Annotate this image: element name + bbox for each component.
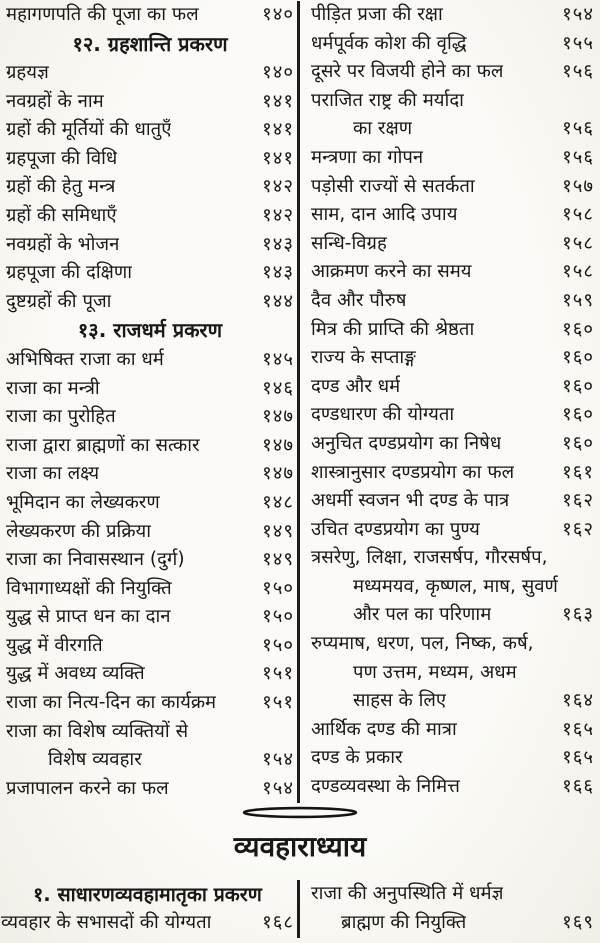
toc-row xyxy=(6,575,294,604)
entry-page-number: १५६ xyxy=(562,146,594,168)
entry-title: आर्थिक दण्ड की मात्रा xyxy=(311,718,457,740)
toc-row xyxy=(311,144,594,173)
entry-page-number: १४७ xyxy=(262,406,294,428)
entry-title: युद्ध में वीरगति xyxy=(6,634,103,656)
entry-title: राजा का मन्त्री xyxy=(6,377,100,399)
toc-row xyxy=(6,346,294,375)
entry-page-number: १४७ xyxy=(262,463,294,485)
toc-row xyxy=(311,173,594,202)
entry-page-number: १४४ xyxy=(262,290,294,312)
toc-row xyxy=(6,288,294,317)
entry-title: दूसरे पर विजयी होने का फल xyxy=(311,61,504,83)
entry-page-number: १५४ xyxy=(262,749,294,771)
entry-title: साम, दान आदि उपाय xyxy=(311,204,458,226)
entry-title: शास्त्रानुसार दण्डप्रयोग का फल xyxy=(311,461,515,483)
entry-page-number: १४१ xyxy=(262,147,294,169)
toc-row xyxy=(6,775,294,804)
entry-title: राजा की अनुपस्थिति में धर्मज्ञ xyxy=(311,883,504,905)
entry-title: ब्राह्मण की नियुक्ति xyxy=(341,912,467,934)
toc-row xyxy=(6,231,294,260)
entry-page-number: १४८ xyxy=(262,491,294,513)
entry-title: त्रसरेणु, लिक्षा, राजसर्षप, गौरसर्षप, xyxy=(311,547,548,569)
chapter-title: व्यवहाराध्याय xyxy=(233,830,367,864)
entry-title: राजा द्वारा ब्राह्मणों का सत्कार xyxy=(6,434,200,456)
toc-row xyxy=(6,202,294,231)
toc-section-heading: १३. राजधर्म प्रकरण xyxy=(77,318,223,343)
entry-page-number: १६३ xyxy=(562,604,594,626)
entry-page-number: १६६ xyxy=(562,776,594,798)
entry-page-number: १५१ xyxy=(262,692,294,714)
toc-row xyxy=(6,603,294,632)
toc-row xyxy=(6,1,294,30)
bottom-left-column xyxy=(0,880,297,938)
toc-left-column xyxy=(0,1,297,803)
toc-row xyxy=(6,546,294,575)
entry-page-number: १५५ xyxy=(562,32,594,54)
entry-title: अनुचित दण्डप्रयोग का निषेध xyxy=(311,432,502,454)
toc-row xyxy=(6,460,294,489)
entry-page-number: १४६ xyxy=(262,377,294,399)
entry-title: रुप्यमाष, धरण, पल, निष्क, कर्ष, xyxy=(311,633,534,655)
toc-row xyxy=(311,573,594,602)
entry-page-number: १४९ xyxy=(262,520,294,542)
entry-title: पीड़ित प्रजा की रक्षा xyxy=(311,4,443,25)
entry-page-number: १५६ xyxy=(562,118,594,140)
toc-row xyxy=(311,659,594,688)
entry-title: पड़ोसी राज्यों से सतर्कता xyxy=(311,175,475,197)
entry-title: दैव और पौरुष xyxy=(311,289,407,311)
entry-page-number: १६४ xyxy=(562,690,594,712)
entry-title: ग्रहों की समिधाएँ xyxy=(6,205,117,227)
entry-title: सन्धि-विग्रह xyxy=(311,232,387,254)
entry-title: राजा का पुरोहित xyxy=(6,406,116,428)
entry-page-number: १४० xyxy=(262,4,294,25)
entry-title: ग्रहपूजा की विधि xyxy=(6,147,118,169)
toc-row xyxy=(6,432,294,461)
entry-title: आक्रमण करने का समय xyxy=(311,261,472,283)
toc-row xyxy=(6,259,294,288)
entry-page-number: १५० xyxy=(262,634,294,656)
toc-row xyxy=(311,773,594,802)
entry-page-number: १५६ xyxy=(562,61,594,83)
toc-row xyxy=(311,115,594,144)
entry-title: ग्रहों की मूर्तियों की धातुएँ xyxy=(6,119,172,141)
entry-page-number: १४१ xyxy=(262,90,294,112)
entry-page-number: १६० xyxy=(562,432,594,454)
toc-row xyxy=(311,58,594,87)
toc-row xyxy=(6,518,294,547)
entry-title: युद्ध से प्राप्त धन का दान xyxy=(6,606,171,628)
toc-row xyxy=(6,145,294,174)
entry-title: दण्ड और धर्म xyxy=(311,375,401,397)
toc-row xyxy=(311,687,594,716)
toc-row xyxy=(311,401,594,430)
toc-row xyxy=(311,544,594,573)
entry-title: प्रजापालन करने का फल xyxy=(6,777,169,799)
entry-title: ग्रहयज्ञ xyxy=(6,62,49,84)
entry-title: लेख्यकरण की प्रक्रिया xyxy=(6,520,152,542)
toc-row xyxy=(311,258,594,287)
toc-row xyxy=(6,489,294,518)
entry-title: का रक्षण xyxy=(353,118,413,140)
entry-page-number: १५८ xyxy=(562,232,594,254)
toc-row xyxy=(311,909,594,938)
entry-page-number: १५० xyxy=(262,606,294,628)
entry-title: ग्रहों की हेतु मन्त्र xyxy=(6,176,116,198)
toc-right-column xyxy=(297,1,600,803)
entry-title: मित्र की प्राप्ति की श्रेष्ठता xyxy=(311,318,475,340)
entry-title: पराजित राष्ट्र की मर्यादा xyxy=(311,89,464,111)
toc-row xyxy=(6,375,294,404)
entry-title: ग्रहपूजा की दक्षिणा xyxy=(6,262,133,284)
entry-page-number: १६५ xyxy=(562,718,594,740)
entry-page-number: १६० xyxy=(562,375,594,397)
entry-page-number: १४१ xyxy=(262,119,294,141)
lens-divider-icon xyxy=(241,805,359,820)
toc-row xyxy=(311,230,594,259)
toc-section-heading: १२. ग्रहशान्ति प्रकरण xyxy=(72,31,228,56)
entry-title: नवग्रहों के भोजन xyxy=(6,233,120,255)
entry-page-number: १५१ xyxy=(262,663,294,685)
entry-title: राजा का विशेष व्यक्तियों से xyxy=(6,720,189,742)
entry-page-number: १६८ xyxy=(262,912,294,934)
toc-row xyxy=(311,880,594,909)
entry-title: विभागाध्यक्षों की नियुक्ति xyxy=(6,577,172,599)
entry-title: राजा का निवासस्थान (दुर्ग) xyxy=(6,549,185,571)
toc-row xyxy=(6,403,294,432)
entry-page-number: १५८ xyxy=(562,261,594,283)
entry-page-number: १५० xyxy=(262,577,294,599)
entry-title: व्यवहार के सभासदों की योग्यता xyxy=(1,912,212,934)
toc-row xyxy=(6,689,294,718)
toc-row xyxy=(311,316,594,345)
toc-row xyxy=(6,718,294,747)
bottom-left-rows xyxy=(1,909,294,938)
entry-title: मन्त्रणा का गोपन xyxy=(311,146,424,168)
entry-title: अभिषिक्त राजा का धर्म xyxy=(6,348,164,370)
toc-row xyxy=(311,601,594,630)
toc-row xyxy=(311,716,594,745)
entry-title: दण्ड के प्रकार xyxy=(311,747,403,769)
entry-title: विशेष व्यवहार xyxy=(48,749,142,771)
entry-page-number: १४५ xyxy=(262,348,294,370)
entry-page-number: १५४ xyxy=(262,777,294,799)
entry-title: पण उत्तम, मध्यम, अधम xyxy=(353,661,517,683)
entry-title: और पल का परिणाम xyxy=(353,604,492,626)
entry-page-number: १४९ xyxy=(262,549,294,571)
toc-row xyxy=(311,287,594,316)
entry-page-number: १५९ xyxy=(562,289,594,311)
entry-title: राजा का नित्य-दिन का कार्यक्रम xyxy=(6,692,217,714)
entry-title: धर्मपूर्वक कोश की वृद्धि xyxy=(311,32,467,54)
entry-title: राज्य के सप्ताङ्ग xyxy=(311,347,416,369)
entry-page-number: १६२ xyxy=(562,518,594,540)
toc-row xyxy=(6,632,294,661)
entry-title: दण्डधारण की योग्यता xyxy=(311,404,455,426)
entry-page-number: १६२ xyxy=(562,490,594,512)
entry-page-number: १४२ xyxy=(262,205,294,227)
toc-row xyxy=(311,344,594,373)
entry-title: युद्ध में अवध्य व्यक्ति xyxy=(6,663,145,685)
toc-row xyxy=(311,1,594,30)
toc-row xyxy=(6,746,294,775)
section-heading: १. साधारणव्यवहामातृका प्रकरण xyxy=(33,883,262,907)
toc-row xyxy=(311,201,594,230)
toc-row xyxy=(311,630,594,659)
entry-title: दुष्टग्रहों की पूजा xyxy=(6,290,112,312)
toc-row xyxy=(311,430,594,459)
entry-title: उचित दण्डप्रयोग का पुण्य xyxy=(311,518,480,540)
toc-row xyxy=(311,516,594,545)
entry-title: महागणपति की पूजा का फल xyxy=(6,4,199,25)
toc-row xyxy=(311,487,594,516)
entry-page-number: १६० xyxy=(562,347,594,369)
entry-page-number: १५८ xyxy=(562,204,594,226)
entry-page-number: १४७ xyxy=(262,434,294,456)
toc-row xyxy=(311,30,594,59)
toc-row xyxy=(6,173,294,202)
entry-page-number: १५४ xyxy=(562,4,594,25)
toc-row xyxy=(311,459,594,488)
entry-page-number: १६० xyxy=(562,318,594,340)
entry-title: दण्डव्यवस्था के निमित्त xyxy=(311,776,460,798)
toc-row xyxy=(6,88,294,117)
toc-row xyxy=(6,660,294,689)
toc-row xyxy=(6,116,294,145)
entry-page-number: १४२ xyxy=(262,176,294,198)
toc-row xyxy=(6,59,294,88)
bottom-right-column xyxy=(297,880,600,938)
entry-page-number: १५७ xyxy=(562,175,594,197)
entry-page-number: १६० xyxy=(562,404,594,426)
entry-page-number: १६९ xyxy=(562,912,594,934)
entry-page-number: १६१ xyxy=(562,461,594,483)
entry-page-number: १४३ xyxy=(262,262,294,284)
entry-title: साहस के लिए xyxy=(353,690,447,712)
toc-row xyxy=(311,373,594,402)
toc-row xyxy=(311,744,594,773)
entry-page-number: १४० xyxy=(262,62,294,84)
entry-page-number: १६५ xyxy=(562,747,594,769)
toc-row xyxy=(311,87,594,116)
lens-divider xyxy=(0,805,600,822)
entry-title: भूमिदान का लेख्यकरण xyxy=(6,491,160,513)
entry-page-number: १४३ xyxy=(262,233,294,255)
entry-title: राजा का लक्ष्य xyxy=(6,463,100,485)
entry-title: मध्यमयव, कृष्णल, माष, सुवर्ण xyxy=(353,575,558,597)
toc-row xyxy=(1,909,294,938)
bottom-section xyxy=(0,880,600,938)
entry-title: अधर्मी स्वजन भी दण्ड के पात्र xyxy=(311,490,510,512)
entry-title: नवग्रहों के नाम xyxy=(6,90,104,112)
